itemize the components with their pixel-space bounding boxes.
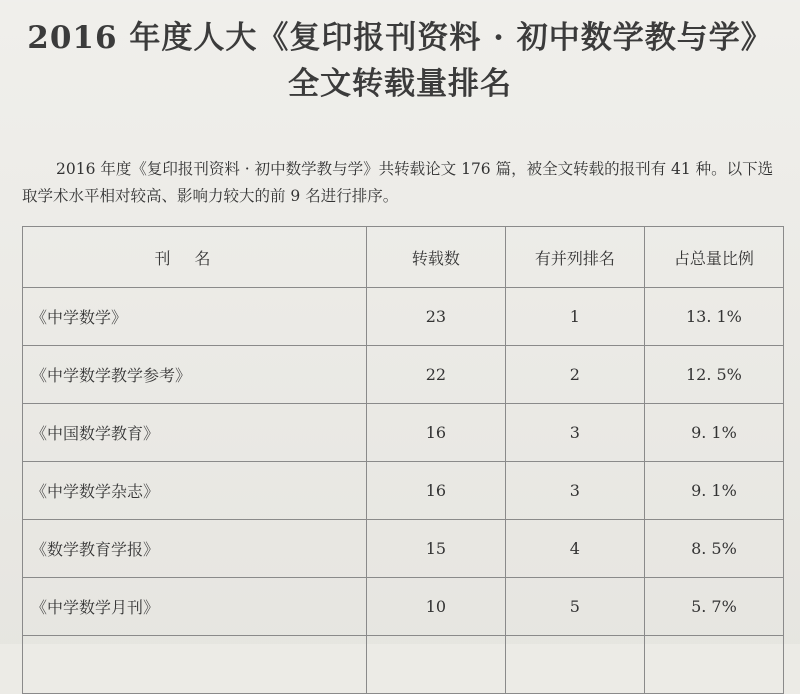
- cell-tied-rank: 5: [505, 578, 644, 636]
- cell-share-ratio: 5. 7%: [644, 578, 783, 636]
- cell-share-ratio: 8. 5%: [644, 520, 783, 578]
- header-share-ratio: 占总量比例: [644, 227, 783, 288]
- cell-tied-rank: 2: [505, 346, 644, 404]
- intro-paragraph: 2016 年度《复印报刊资料 · 初中数学教与学》共转载论文 176 篇，被全文转载的报刊有 41 种。以下选取学术水平相对较高、影响力较大的前 9 名进行排序。: [22, 159, 774, 205]
- cell-tied-rank: 1: [505, 288, 644, 346]
- table-row: [23, 288, 784, 346]
- cell-journal-name: 《中学数学月刊》: [23, 578, 367, 636]
- cell-reprint-count: 10: [366, 578, 505, 636]
- cell-reprint-count: 23: [366, 288, 505, 346]
- cell-tied-rank: 4: [505, 520, 644, 578]
- cell-share-ratio: 12. 5%: [644, 346, 783, 404]
- cell-journal-name: 《数学教育学报》: [23, 520, 367, 578]
- cell-journal-name: 《中国数学教育》: [23, 404, 367, 462]
- cell-journal-name: 《中学数学杂志》: [23, 462, 367, 520]
- header-tied-rank: 有并列排名: [505, 227, 644, 288]
- cell-cutoff: [644, 636, 783, 694]
- cell-share-ratio: 13. 1%: [644, 288, 783, 346]
- cell-journal-name: 《中学数学》: [23, 288, 367, 346]
- cell-journal-name: 《中学数学教学参考》: [23, 346, 367, 404]
- header-reprint-count: 转载数: [366, 227, 505, 288]
- document-title-line-2: 全文转载量排名: [288, 66, 512, 102]
- cell-cutoff: [505, 636, 644, 694]
- cell-share-ratio: 9. 1%: [644, 462, 783, 520]
- table-row: [23, 462, 784, 520]
- cell-reprint-count: 15: [366, 520, 505, 578]
- cell-reprint-count: 22: [366, 346, 505, 404]
- table-row: [23, 578, 784, 636]
- cell-reprint-count: 16: [366, 404, 505, 462]
- cell-cutoff: [23, 636, 367, 694]
- table-header-row: [23, 227, 784, 288]
- cell-cutoff: [366, 636, 505, 694]
- table-row: [23, 520, 784, 578]
- table-row: [23, 404, 784, 462]
- table-row-partial: [23, 636, 784, 694]
- cell-reprint-count: 16: [366, 462, 505, 520]
- ranking-table: [22, 226, 784, 694]
- table-row: [23, 346, 784, 404]
- header-journal-name: 刊名: [23, 227, 367, 288]
- cell-tied-rank: 3: [505, 404, 644, 462]
- cell-tied-rank: 3: [505, 462, 644, 520]
- cell-share-ratio: 9. 1%: [644, 404, 783, 462]
- document-title-line-1: 2016 年度人大《复印报刊资料 · 初中数学教与学》: [27, 20, 773, 56]
